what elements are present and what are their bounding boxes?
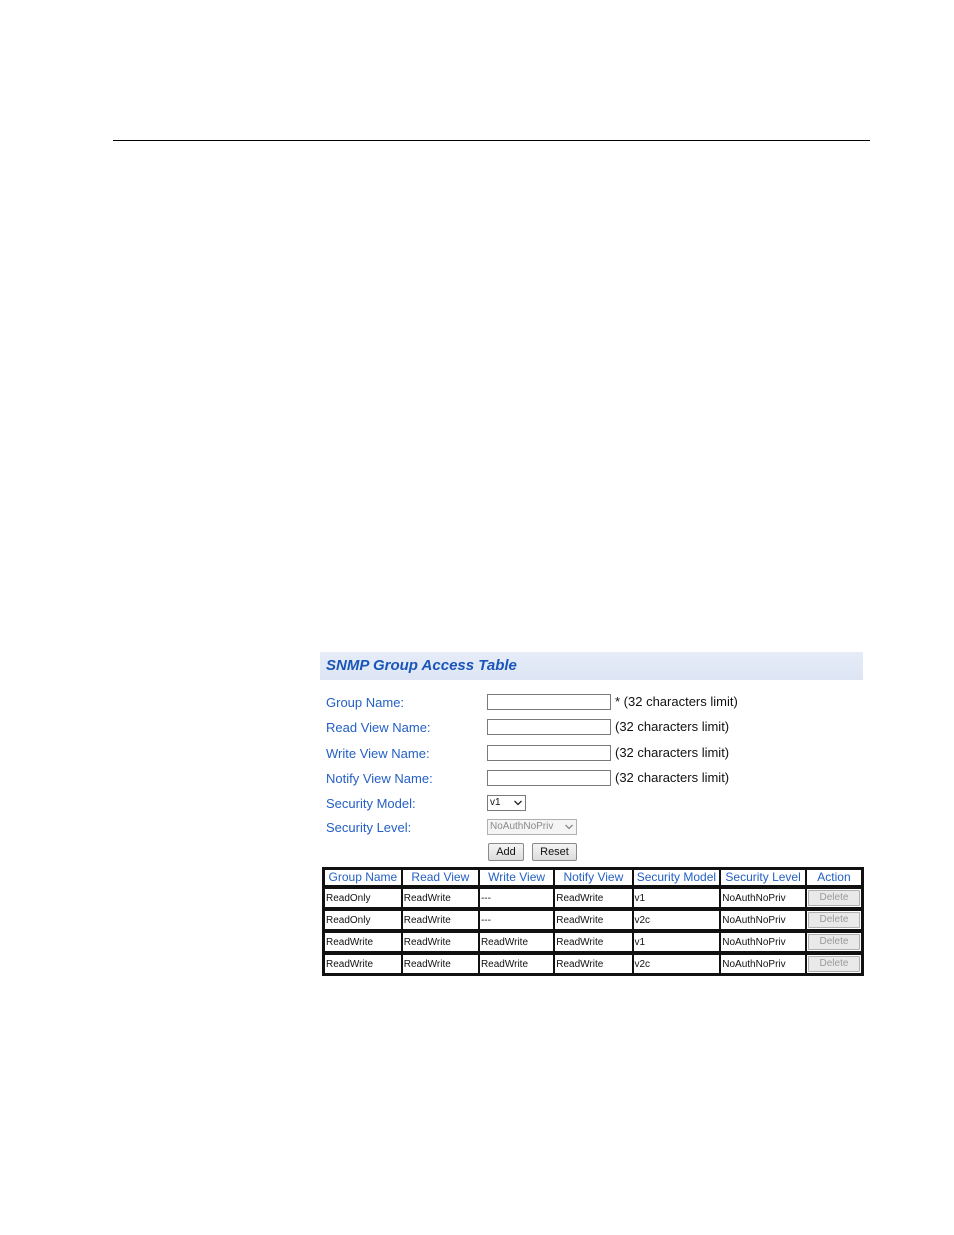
cell-security-level: NoAuthNoPriv bbox=[720, 908, 806, 930]
delete-button[interactable]: Delete bbox=[808, 956, 860, 972]
cell-security-model: v2c bbox=[633, 952, 721, 974]
security-model-label: Security Model: bbox=[326, 796, 416, 811]
cell-security-model: v1 bbox=[633, 930, 721, 952]
cell-read-view: ReadWrite bbox=[402, 952, 479, 974]
read-view-input[interactable] bbox=[487, 719, 611, 735]
cell-read-view: ReadWrite bbox=[402, 908, 479, 930]
write-view-label: Write View Name: bbox=[326, 746, 430, 761]
col-notify-view: Notify View bbox=[554, 869, 632, 886]
security-level-value: NoAuthNoPriv bbox=[490, 821, 554, 832]
page-header-rule bbox=[113, 140, 870, 141]
security-level-select[interactable] bbox=[487, 819, 577, 835]
security-model-row bbox=[320, 794, 864, 814]
cell-notify-view: ReadWrite bbox=[554, 952, 632, 974]
security-model-value: v1 bbox=[490, 797, 501, 808]
security-level-row bbox=[320, 818, 864, 838]
group-name-row bbox=[320, 693, 864, 713]
cell-security-model: v2c bbox=[633, 908, 721, 930]
col-security-model: Security Model bbox=[633, 869, 721, 886]
table-row bbox=[324, 930, 862, 952]
security-model-select[interactable] bbox=[487, 795, 526, 811]
col-write-view: Write View bbox=[479, 869, 554, 886]
cell-security-level: NoAuthNoPriv bbox=[720, 930, 806, 952]
group-name-input[interactable] bbox=[487, 694, 611, 710]
cell-write-view: --- bbox=[479, 908, 554, 930]
cell-notify-view: ReadWrite bbox=[554, 930, 632, 952]
table-row bbox=[324, 908, 862, 930]
col-read-view: Read View bbox=[402, 869, 479, 886]
notify-view-hint: (32 characters limit) bbox=[615, 770, 730, 785]
panel-header bbox=[320, 652, 863, 680]
cell-security-level: NoAuthNoPriv bbox=[720, 886, 806, 908]
group-access-table bbox=[322, 867, 864, 976]
read-view-label: Read View Name: bbox=[326, 720, 431, 735]
form-actions bbox=[320, 843, 864, 863]
cell-group-name: ReadOnly bbox=[324, 886, 402, 908]
chevron-down-icon bbox=[514, 799, 522, 807]
cell-action bbox=[806, 952, 862, 974]
write-view-row bbox=[320, 744, 864, 764]
col-action: Action bbox=[806, 869, 862, 886]
snmp-group-access-panel bbox=[320, 652, 864, 970]
reset-button[interactable]: Reset bbox=[532, 843, 577, 861]
table-row bbox=[324, 886, 862, 908]
cell-action bbox=[806, 886, 862, 908]
write-view-hint: (32 characters limit) bbox=[615, 745, 730, 760]
notify-view-input[interactable] bbox=[487, 770, 611, 786]
chevron-down-icon bbox=[565, 823, 573, 831]
security-level-label: Security Level: bbox=[326, 820, 412, 835]
cell-action bbox=[806, 908, 862, 930]
delete-button[interactable]: Delete bbox=[808, 890, 860, 906]
delete-button[interactable]: Delete bbox=[808, 934, 860, 950]
panel-title: SNMP Group Access Table bbox=[326, 657, 517, 674]
table-row bbox=[324, 952, 862, 974]
cell-group-name: ReadWrite bbox=[324, 952, 402, 974]
cell-action bbox=[806, 930, 862, 952]
cell-read-view: ReadWrite bbox=[402, 930, 479, 952]
delete-button[interactable]: Delete bbox=[808, 912, 860, 928]
cell-write-view: ReadWrite bbox=[479, 930, 554, 952]
read-view-row bbox=[320, 718, 864, 738]
cell-group-name: ReadWrite bbox=[324, 930, 402, 952]
notify-view-label: Notify View Name: bbox=[326, 771, 433, 786]
cell-security-level: NoAuthNoPriv bbox=[720, 952, 806, 974]
group-name-label: Group Name: bbox=[326, 695, 405, 710]
cell-write-view: --- bbox=[479, 886, 554, 908]
notify-view-row bbox=[320, 769, 864, 789]
cell-read-view: ReadWrite bbox=[402, 886, 479, 908]
add-button[interactable]: Add bbox=[488, 843, 524, 861]
read-view-hint: (32 characters limit) bbox=[615, 719, 730, 734]
col-group-name: Group Name bbox=[324, 869, 402, 886]
group-name-hint: * (32 characters limit) bbox=[615, 694, 738, 709]
write-view-input[interactable] bbox=[487, 745, 611, 761]
cell-security-model: v1 bbox=[633, 886, 721, 908]
cell-group-name: ReadOnly bbox=[324, 908, 402, 930]
col-security-level: Security Level bbox=[720, 869, 806, 886]
cell-notify-view: ReadWrite bbox=[554, 886, 632, 908]
cell-notify-view: ReadWrite bbox=[554, 908, 632, 930]
cell-write-view: ReadWrite bbox=[479, 952, 554, 974]
table-header-row bbox=[324, 869, 862, 886]
